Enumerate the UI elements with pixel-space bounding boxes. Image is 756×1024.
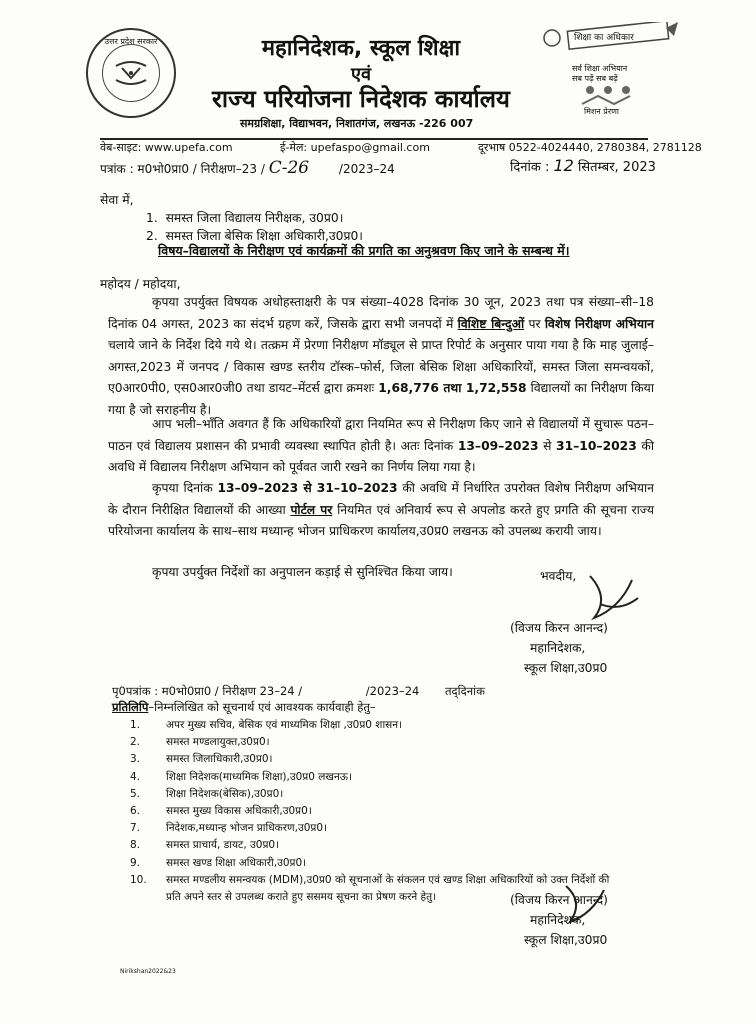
website-link[interactable]: वेब-साइट: www.upefa.com bbox=[100, 141, 233, 154]
ref-number: पत्रांक : म0भो0प्रा0 / निरीक्षण–23 / C-26 /2023–24 bbox=[100, 158, 395, 178]
signatory-designation: महानिदेशक, bbox=[530, 641, 586, 655]
list-item: 6. समस्त मुख्य विकास अधिकारी,उ0प्र0। bbox=[130, 805, 312, 818]
seva-label: सेवा में, bbox=[100, 193, 134, 207]
subject-line: विषय–विद्यालयों के निरीक्षण एवं कार्यक्रमों की प्रगति का अनुश्रवण किए जाने के सम्बन्ध में। bbox=[158, 243, 570, 258]
seal-text: उत्तर प्रदेश सरकार bbox=[104, 37, 158, 46]
office-title-line2: एवं bbox=[351, 64, 371, 85]
office-title-line1: महानिदेशक, स्कूल शिक्षा bbox=[261, 36, 461, 61]
phone-numbers: दूरभाष 0522-4024440, 2780384, 2781128 bbox=[478, 141, 702, 154]
ref-date: दिनांक : 12 सितम्बर, 2023 bbox=[510, 156, 656, 175]
header-rule bbox=[100, 138, 648, 140]
paragraph-4: कृपया उपर्युक्त निर्देशों का अनुपालन कड़ाई से सुनिश्चित किया जाय। bbox=[152, 565, 453, 579]
list-item: 2. समस्त मण्डलायुक्त,उ0प्र0। bbox=[130, 736, 270, 749]
copy-signatory-department: स्कूल शिक्षा,उ0प्र0 bbox=[524, 933, 608, 947]
list-item: 1. अपर मुख्य सचिव, बेसिक एवं माध्यमिक शिक्षा ,उ0प्र0 शासन। bbox=[130, 719, 403, 731]
copy-signatory-designation: महानिदेशक, bbox=[530, 913, 586, 927]
list-item: 4. शिक्षा निदेशक(माध्यमिक शिक्षा),उ0प्र0 लखनऊ। bbox=[130, 770, 353, 783]
copy-list bbox=[130, 717, 690, 906]
seal-emblem-icon bbox=[112, 60, 150, 86]
list-item: 10. समस्त मण्डलीय समन्वयक (MDM),उ0प्र0 को सूचनाओं के संकलन एवं खण्ड शिक्षा अधिकारियों को उक्त निर्देशों की bbox=[130, 873, 610, 886]
handwritten-number: C-26 bbox=[268, 158, 310, 178]
right-education-logo bbox=[538, 22, 678, 122]
paragraph-2: आप भली–भाँति अवगत हैं कि अधिकारियों द्वारा नियमित रूप से निरीक्षण किए जाने से विद्यालयों में सुचारू पठन–पाठन एवं विद्यालय प्रशासन की प्रभावी व्यवस्था स्थापित होती है। अतः दिनांक 13–09–2023 से 31–10–2023 की अवधि में विद्यालय निरीक्षण अभियान को पूर्ववत जारी रखने का निर्णय लिया गया है। bbox=[108, 417, 655, 474]
seva-item: 2. समस्त जिला बेसिक शिक्षा अधिकारी,उ0प्र0। bbox=[146, 229, 363, 243]
closing-bhavdiya: भवदीय, bbox=[540, 569, 577, 583]
email-link[interactable]: ई-मेल: upefaspo@gmail.com bbox=[280, 141, 430, 154]
handwritten-date: 12 bbox=[553, 156, 574, 175]
seva-item: 1. समस्त जिला विद्यालय निरीक्षक, उ0प्र0। bbox=[146, 211, 344, 225]
logo-text-rte: शिक्षा का अधिकार bbox=[574, 33, 634, 43]
list-item: 8. समस्त प्राचार्य, डायट, उ0प्र0। bbox=[130, 839, 280, 852]
copy-heading: प्रतिलिपि–निम्नलिखित को सूचनार्थ एवं आवश्यक कार्यवाही हेतु– bbox=[112, 700, 376, 714]
paragraph-3: कृपया दिनांक 13–09–2023 से 31–10–2023 की अवधि में निर्धारित उपरोक्त विशेष निरीक्षण अभियान के दौरान निरीक्षित विद्यालयों की आख्या पोर्टल पर नियमित एवं अनिवार्य रूप से अपलोड करते हुए प्रगति की सूचना राज्य परियोजना कार्यालय के साथ–साथ मध्यान्ह भोजन प्राधिकरण कार्यालय,उ0प्र0 लखनऊ को उपलब्ध करायी जाय। bbox=[108, 481, 654, 538]
list-item: 7. निदेशक,मध्यान्ह भोजन प्राधिकरण,उ0प्र0। bbox=[130, 822, 328, 835]
list-item: 5. शिक्षा निदेशक(बेसिक),उ0प्र0। bbox=[130, 787, 284, 800]
salutation: महोदय / महोदया, bbox=[100, 277, 181, 291]
children-reading-icon bbox=[578, 84, 638, 106]
signatory-name: (विजय किरन आनन्द) bbox=[510, 621, 608, 635]
copy-ref-number: पृ0पत्रांक : म0भो0प्रा0 / निरीक्षण 23–24 / /2023–24 तद्‌दिनांक bbox=[112, 684, 485, 698]
logo-text-mission: मिशन प्रेरणा bbox=[584, 107, 619, 116]
list-item: प्रति अपने स्तर से उपलब्ध कराते हुए ससमय सूचना का प्रेषण करने हेतु। bbox=[166, 891, 437, 904]
up-government-seal bbox=[86, 28, 176, 118]
signatory-department: स्कूल शिक्षा,उ0प्र0 bbox=[524, 661, 608, 675]
office-address: समग्रशिक्षा, विद्याभवन, निशातगंज, लखनऊ -226 007 bbox=[240, 117, 474, 130]
list-item: 9. समस्त खण्ड शिक्षा अधिकारी,उ0प्र0। bbox=[130, 856, 307, 869]
copy-signatory-name: (विजय किरन आनन्द) bbox=[510, 893, 608, 907]
footer-file-code: Nirikshan2022&23 bbox=[120, 968, 176, 975]
office-title-line3: राज्य परियोजना निदेशक कार्यालय bbox=[212, 85, 510, 113]
logo-text-ssa: सर्व शिक्षा अभियान सब पढ़ें सब बढ़ें bbox=[572, 64, 628, 83]
list-item: 3. समस्त जिलाधिकारी,उ0प्र0। bbox=[130, 753, 273, 766]
paragraph-1: कृपया उपर्युक्त विषयक अधोहस्ताक्षरी के पत्र संख्या–4028 दिनांक 30 जून, 2023 तथा पत्र संख्या–सी–18 दिनांक 04 अगस्त, 2023 का संदर्भ ग्रहण करें, जिसके द्वारा सभी जनपदों में विशिष्ट बिन्दुओं पर विशेष निरीक्षण अभियान चलाये जाने के निर्देश दिये गये थे। तत्क्रम में प्रेरणा निरीक्षण मॉड्यूल से प्राप्त रिपोर्ट के अनुसार पाया गया है कि माह जुलाई–अगस्त,2023 में जनपद / विकास खण्ड स्तरीय टॉस्क–फोर्स, जिला बेसिक शिक्षा अधिकारियों, समस्त जिला समन्वयकों, ए0आर0पी0, एस0आर0जी0 तथा डायट–मेंटर्स द्वारा क्रमशः 1,68,776 तथा 1,72,558 विद्यालयों का निरीक्षण किया गया है जो सराहनीय है। bbox=[108, 295, 654, 417]
